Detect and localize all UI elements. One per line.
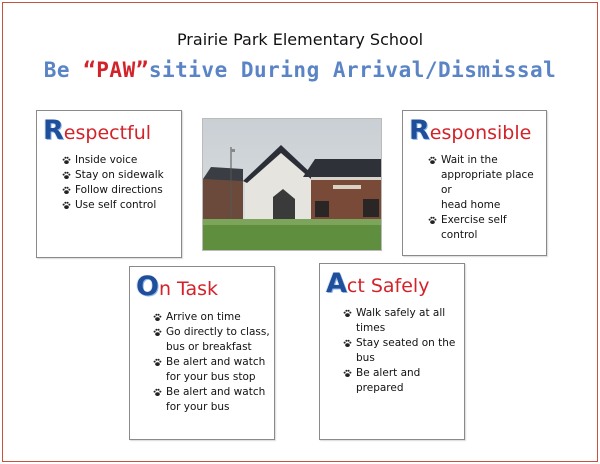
headline-after: sitive During Arrival/Dismissal [148, 58, 557, 82]
item-text: control [441, 229, 478, 241]
item-text: Walk safely at all [356, 307, 446, 319]
item-list [427, 153, 546, 243]
list-item-continued [152, 370, 270, 385]
paw-print-icon [428, 216, 437, 225]
card-title-rest: ct Safely [346, 275, 430, 297]
item-text: Wait in the [441, 154, 498, 166]
list-item [152, 310, 270, 325]
item-text: Go directly to class, [166, 326, 270, 338]
list-item [152, 355, 270, 370]
item-text: Follow directions [75, 184, 163, 196]
school-building-photo-icon [203, 119, 382, 251]
item-text: Arrive on time [166, 311, 241, 323]
list-item [427, 213, 546, 228]
card-initial: R [43, 115, 64, 146]
card-initial: O [136, 271, 159, 302]
item-text: bus [356, 352, 375, 364]
paw-print-icon [153, 358, 162, 367]
item-text: for your bus stop [166, 371, 256, 383]
list-item [342, 366, 455, 381]
paw-print-icon [62, 186, 71, 195]
card-title [409, 115, 531, 146]
card-responsible [402, 110, 547, 256]
list-item [342, 306, 455, 321]
list-item [342, 336, 455, 351]
card-title-rest: esponsible [429, 122, 532, 144]
paw-print-icon [153, 388, 162, 397]
card-on-task [129, 266, 275, 440]
paw-print-icon [62, 156, 71, 165]
item-list [61, 153, 164, 213]
item-text: Use self control [75, 199, 157, 211]
item-text: Stay seated on the [356, 337, 456, 349]
list-item [61, 153, 164, 168]
headline-paw: “PAW” [83, 58, 149, 82]
list-item-continued [427, 228, 546, 243]
item-text: Inside voice [75, 154, 138, 166]
paw-print-icon [428, 156, 437, 165]
card-title [43, 115, 151, 146]
item-text: appropriate place or [441, 169, 534, 196]
list-item-continued [152, 340, 270, 355]
item-text: bus or breakfast [166, 341, 252, 353]
item-text: head home [441, 199, 501, 211]
paw-print-icon [62, 171, 71, 180]
card-title-rest: n Task [158, 278, 219, 300]
list-item-continued [342, 351, 455, 366]
item-text: Be alert and [356, 367, 421, 379]
paw-print-icon [153, 328, 162, 337]
list-item-continued [342, 321, 455, 336]
item-text: Be alert and watch [166, 356, 266, 368]
headline [0, 58, 600, 82]
list-item [61, 198, 164, 213]
list-item [61, 183, 164, 198]
item-list [152, 310, 270, 415]
item-text: Exercise self [441, 214, 507, 226]
school-building-photo [202, 118, 382, 251]
list-item [427, 153, 546, 168]
card-initial: A [326, 268, 347, 299]
card-respectful [36, 110, 182, 258]
list-item [152, 385, 270, 400]
item-text: for your bus [166, 401, 230, 413]
headline-before: Be [43, 58, 84, 82]
card-title [326, 268, 429, 299]
card-initial: R [409, 115, 430, 146]
card-title-rest: espectful [63, 122, 152, 144]
item-text: Be alert and watch [166, 386, 266, 398]
list-item-continued [152, 400, 270, 415]
list-item [61, 168, 164, 183]
paw-print-icon [343, 309, 352, 318]
item-text: times [356, 322, 386, 334]
list-item [152, 325, 270, 340]
list-item-continued [427, 198, 546, 213]
item-list [342, 306, 455, 396]
list-item-continued [342, 381, 455, 396]
school-name: Prairie Park Elementary School [176, 30, 424, 49]
paw-print-icon [153, 313, 162, 322]
paw-print-icon [343, 369, 352, 378]
item-text: Stay on sidewalk [75, 169, 164, 181]
paw-print-icon [343, 339, 352, 348]
list-item-continued [427, 168, 546, 198]
card-act-safely [319, 263, 465, 440]
card-title [136, 271, 218, 302]
paw-print-icon [62, 201, 71, 210]
item-text: prepared [356, 382, 404, 394]
